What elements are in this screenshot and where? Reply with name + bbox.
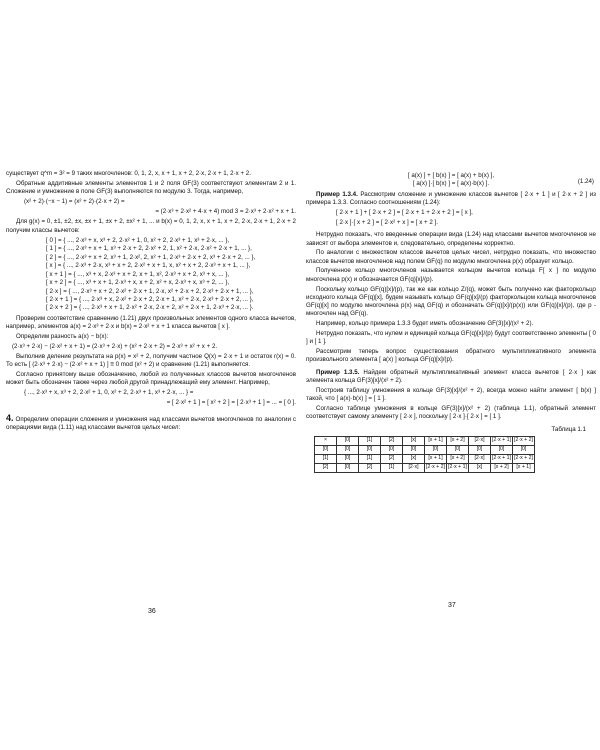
paragraph: Например, кольцо примера 1.3.3 будет иметь обозначение GF(3)[x]/(x² + 2). xyxy=(316,320,534,328)
table-row xyxy=(315,463,535,472)
table-cell: [1] xyxy=(381,463,403,472)
paragraph: Построив таблицу умножения в кольце GF(3)[x]/(x² + 2), всегда можно найти элемент [ b(x) ] такой, что [ a(x)·b(x) ] = [ 1 ]. xyxy=(306,386,596,403)
table-cell: [0] xyxy=(315,445,337,454)
table-cell: [0] xyxy=(337,436,359,445)
paragraph: Обратные аддитивные элементы элементов 1 и 2 поля GF(3) соответствуют элементам 2 и 1. Сложение и умножение в поле GF(3) выполняются по модулю 3. Тогда, например, xyxy=(6,179,296,196)
table-cell: [2] xyxy=(381,454,403,463)
table-cell: [2·x] xyxy=(469,436,491,445)
example-paragraph xyxy=(306,191,596,208)
table-cell: [0] xyxy=(513,445,535,454)
residue-class-line: [ x ] = { ..., 2·x³ + 2·x, x³ + x + 2, 2·x² + x + 1, x, x² + x + 2, 2·x³ + x + 1, ... }, xyxy=(46,262,251,270)
table-cell: [1] xyxy=(359,454,381,463)
paragraph: Рассмотрим теперь вопрос существования обратного мультипликативного элемента произвольного элемента [ a(x) ] кольца GF(q)[x]/(p). xyxy=(306,348,596,364)
equation-number: (1.24) xyxy=(577,178,594,185)
residue-class-line: [ 2·x ] = { ..., 2·x³ + x + 2, 2·x² + 2·x + 1, 2·x, x² + 2·x + 2, 2·x³ + 2·x + 1, ... }, xyxy=(46,287,254,295)
table-cell: [0] xyxy=(381,445,403,454)
residue-class-line: [ 2 ] = { ..., 2·x³ + x + 2, x³ + 1, 2·x², 2, x² + 1, 2·x³ + 2·x + 2, x³ + 2·x + 2, ... }, xyxy=(46,253,256,261)
page-number-right: 37 xyxy=(448,602,456,609)
left-page xyxy=(6,170,296,600)
table-cell: [x + 1] xyxy=(513,463,535,472)
table-cell: × xyxy=(315,436,337,445)
example-text: Рассмотрим сложение и умножение классов вычетов [ 2·x + 1 ] и [ 2·x + 2 ] из примера 1.3.3. Согласно соотношениям (1.24): xyxy=(306,190,596,206)
table-cell: [x + 2] xyxy=(491,463,513,472)
table-cell: [0] xyxy=(337,463,359,472)
table-cell: [2·x + 2] xyxy=(426,464,445,471)
table-row xyxy=(315,436,535,445)
formula: (x² + 2)·(−x − 1) = (x² + 2)·(2·x + 2) = xyxy=(24,197,125,205)
table-cell: [0] xyxy=(425,445,447,454)
table-cell: [0] xyxy=(337,454,359,463)
formula: [ 2·x + 1 ] + [ 2·x + 2 ] = [ 2·x + 1 + 2·x + 2 ] = [ x ], xyxy=(336,208,473,216)
table-cell: [x + 1] xyxy=(425,436,447,445)
paragraph: По аналогии с множеством классов вычетов целых чисел, нетрудно показать, что множество классов вычетов многочленов над полем GF(q) по модулю многочлена p(x) образует кольцо. xyxy=(306,249,596,265)
equation-1-24 xyxy=(306,172,596,189)
table-cell: [0] xyxy=(403,445,425,454)
formula: { ..., 2·x³ + x, x³ + 2, 2·x² + 1, 0, x² + 2, 2·x³ + 1, x³ + 2·x, ... } = xyxy=(24,389,194,397)
example-title: Пример 1.3.5. xyxy=(316,368,360,376)
residue-class-line: [ 1 ] = { ..., 2·x³ + x + 1, x³ + 2·x + 2, 2·x² + 2, 1, x² + 2·x, 2·x² + 2·x + 1, ... }, xyxy=(46,245,252,253)
table-cell: [1] xyxy=(315,454,337,463)
example-title: Пример 1.3.4. xyxy=(316,190,358,198)
table-cell: [2·x] xyxy=(469,454,491,463)
table-row xyxy=(315,445,535,454)
table-cell: [x] xyxy=(403,454,425,463)
paragraph: Нетрудно показать, что введенные операции вида (1.24) над классами вычетов многочленов не зависят от выбора элементов и, следовательно, определены корректно. xyxy=(306,231,596,247)
table-cell: [0] xyxy=(359,445,381,454)
table-cell: [2] xyxy=(359,463,381,472)
paragraph: Полученное кольцо многочленов называется кольцом вычетов кольца F[ x ] по модулю многочлена p(x) и обозначается GF(q)[x]/(p). xyxy=(306,267,596,283)
table-cell: [x] xyxy=(469,463,491,472)
exercise xyxy=(6,414,296,433)
paragraph: Выполнив деление результата на p(x) = x² + 2, получим частное Q(x) = 2·x + 1 и остаток r(x) = 0. То есть [ (2·x³ + 2·x) − (2·x² + x + 1) ] ≡ 0 mod (x² + 2) и сравнение (1.21) выполняется. xyxy=(6,352,296,369)
table-cell: [2·x + 2] xyxy=(514,437,533,444)
formula: [ a(x) ] + [ b(x) ] = [ a(x) + b(x) ], xyxy=(407,172,495,179)
formula: [ a(x) ]·[ b(x) ] = [ a(x)·b(x) ]. xyxy=(412,180,490,188)
paragraph: Согласно таблице умножения в кольце GF(3)[x]/(x² + 2) (таблица 1.1), обратный элемент соответствует самому элементу [ 2·x ], поскольку [ 2·x ]·[ 2·x ] = [ 1 ]. xyxy=(306,404,596,421)
table-cell: [1] xyxy=(359,436,381,445)
page-number-left: 36 xyxy=(148,608,156,615)
table-cell: [x] xyxy=(403,436,425,445)
paragraph: Определим разность a(x) − b(x): xyxy=(16,332,109,340)
exercise-text: Определим операции сложения и умножения над классами вычетов многочленов по аналогии с операциями вида (1.11) над классами вычетов целых чисел: xyxy=(6,415,296,431)
table-cell: [0] xyxy=(491,445,513,454)
table-cell: [2·x + 2] xyxy=(514,455,533,462)
paragraph: Согласно принятому выше обозначению, любой из полученных классов вычетов многочленов может быть обозначен также через любой другой принадлежащий ему элемент. Например, xyxy=(6,371,296,387)
paragraph: Проверим соответствие сравнению (1.21) двух произвольных элементов одного класса вычетов, например, элементов a(x) = 2·x³ + 2·x и b(x) = 2·x² + x + 1 класса вычетов [ x ]. xyxy=(6,314,296,331)
table-cell: [2] xyxy=(315,463,337,472)
residue-class-line: [ 2·x + 1 ] = { ..., 2·x³ + x, 2·x² + 2·x + 2, 2·x + 1, x² + 2·x, 2·x³ + 2·x + 2, ... }, xyxy=(46,295,254,303)
table-cell: [2·x + 1] xyxy=(448,464,467,471)
paragraph: Для g(x) = 0, ±1, ±2, ±x, ±x + 1, ±x + 2, ±x² + 1, ... и b(x) = 0, 1, 2, x, x + 1, x + 2, 2·x, 2·x + 1, 2·x + 2 получим классы вычетов: xyxy=(6,218,296,234)
formula: [ 2·x ]·[ x + 2 ] = [ 2·x² + x ] = [ x + 2 ]. xyxy=(336,218,438,226)
residue-class-line: [ x + 2 ] = { ..., x³ + x + 1, 2·x³ + x, x + 2, x² + x, 2·x³ + x, x³ + 2, ... }, xyxy=(46,279,230,287)
table-cell: [0] xyxy=(337,445,359,454)
right-page xyxy=(306,170,596,600)
residue-class-line: [ x + 1 ] = { ..., x³ + x, 2·x³ + x + 2, x + 1, x², 2·x³ + x + 2, x³ + x, ... }, xyxy=(46,270,230,278)
formula: (2·x³ + 2·x) − (2·x² + x + 1) = (2·x³ + 2·x) + (x² + 2·x + 2) = 2·x³ + x² + x + 2. xyxy=(12,342,218,350)
formula: = [ 2·x² + 1 ] = [ x² + 2 ] = [ 2·x³ + 1 ] = ... = [ 0 ]. xyxy=(166,399,296,407)
example-text: Найдем обратный мультипликативный элемент класса вычетов [ 2·x ] как элемента кольца GF(3)[x]/(x² + 2). xyxy=(306,368,596,385)
paragraph: Поскольку кольцо GF(q)[x]/(p), так же как кольцо Z/(q), может быть получено как факторкольцо исходного кольца GF(q)[x], будем называть кольцо GF(q)[x]/(p) факторкольцом кольца многочленов GF(q)[x] по модулю многочлена p(x) над GF(q) и обозначать GF(q)[x]/(p(x)) или GF(q)[x]/(p), где p - многочлен над GF(q). xyxy=(306,285,596,318)
residue-classes-list xyxy=(46,237,296,313)
residue-class-line: [ 2·x + 2 ] = { ..., 2·x³ + x + 1, 2·x² + 2·x, 2·x + 2, x² + 2·x + 1, 2·x³ + 2·x, ... }. xyxy=(46,304,254,312)
table-cell: [2·x + 1] xyxy=(492,437,511,444)
table-row xyxy=(315,454,535,463)
exercise-number: 4. xyxy=(6,412,14,423)
table-cell: [2] xyxy=(381,436,403,445)
table-cell: [x + 2] xyxy=(447,454,469,463)
table-cell: [x + 2] xyxy=(447,436,469,445)
example-paragraph xyxy=(306,369,596,386)
multiplication-table xyxy=(314,436,535,473)
table-cell: [2·x] xyxy=(403,463,425,472)
table-cell: [0] xyxy=(447,445,469,454)
residue-class-line: [ 0 ] = { ..., 2·x³ + x, x³ + 2, 2·x² + 1, 0, x² + 2, 2·x³ + 1, x³ + 2·x, ... }, xyxy=(46,237,230,245)
formula: = (2·x³ + 2·x² + 4·x + 4) mod 3 = 2·x³ + 2·x² + x + 1. xyxy=(155,208,296,216)
table-caption: Таблица 1.1 xyxy=(551,425,586,433)
table-cell: [2·x + 1] xyxy=(492,455,511,462)
paragraph: Нетрудно показать, что нулем и единицей кольца GF(q)[x]/(p) будут соответственно элементы [ 0 ] и [ 1 ]. xyxy=(306,330,596,346)
paragraph: существует q^m = 3² = 9 таких многочленов: 0, 1, 2, x, x + 1, x + 2, 2·x, 2·x + 1, 2·x + 2. xyxy=(6,170,251,177)
table-cell: [0] xyxy=(469,445,491,454)
table-cell: [x + 1] xyxy=(425,454,447,463)
